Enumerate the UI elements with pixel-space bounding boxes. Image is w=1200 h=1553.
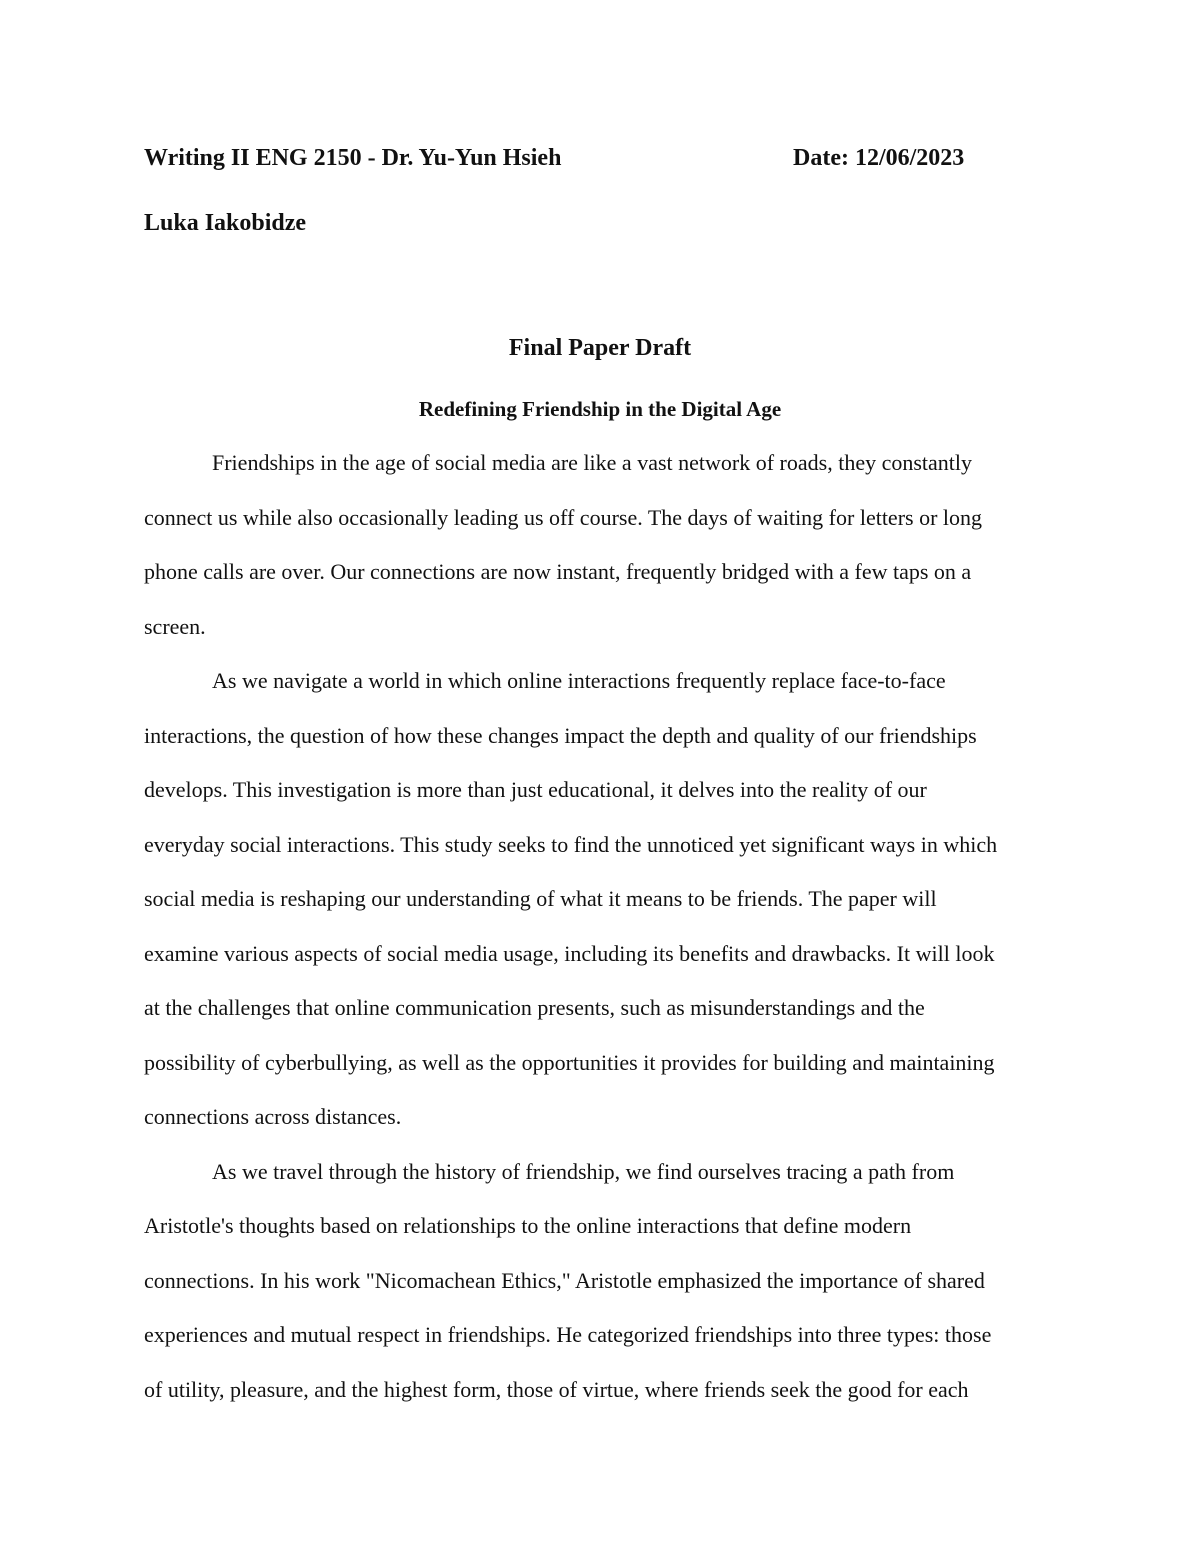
paragraph-2-line: develops. This investigation is more than just educational, it delves into the reality of our xyxy=(144,777,927,802)
paper-title: Final Paper Draft xyxy=(508,335,692,361)
paragraph-3-line: of utility, pleasure, and the highest form, those of virtue, where friends seek the good for each xyxy=(144,1376,969,1402)
paragraph-2-line: social media is reshaping our understanding of what it means to be friends. The paper will xyxy=(144,886,937,911)
paragraph-3-line: connections. In his work "Nicomachean Ethics," Aristotle emphasized the importance of shared xyxy=(144,1267,985,1293)
course-info: Writing II ENG 2150 - Dr. Yu-Yun Hsieh xyxy=(144,145,562,171)
paragraph-3-line: As we travel through the history of friendship, we find ourselves tracing a path from xyxy=(212,1158,955,1184)
paragraph-2-line: possibility of cyberbullying, as well as the opportunities it provides for building and maintaining xyxy=(144,1049,995,1075)
paragraph-1-line: connect us while also occasionally leading us off course. The days of waiting for letters or long xyxy=(144,504,983,530)
paragraph-2-line: interactions, the question of how these changes impact the depth and quality of our friendships xyxy=(144,722,977,748)
paragraph-2-line: connections across distances. xyxy=(144,1104,402,1129)
paragraph-3-line: experiences and mutual respect in friendships. He categorized friendships into three types: those xyxy=(144,1322,992,1347)
paragraph-2-line: everyday social interactions. This study seeks to find the unnoticed yet significant ways in which xyxy=(144,831,998,857)
paragraph-3-line: Aristotle's thoughts based on relationships to the online interactions that define modern xyxy=(144,1213,912,1238)
paragraph-1-line: screen. xyxy=(144,613,206,639)
body-text xyxy=(144,446,1056,1427)
paragraph-2-line: As we navigate a world in which online interactions frequently replace face-to-face xyxy=(212,668,946,693)
paragraph-1-line: phone calls are over. Our connections are now instant, frequently bridged with a few taps on a xyxy=(144,559,972,584)
date: Date: 12/06/2023 xyxy=(793,145,965,171)
paragraph-2-line: examine various aspects of social media usage, including its benefits and drawbacks. It will look xyxy=(144,940,995,966)
paragraph-1-line: Friendships in the age of social media are like a vast network of roads, they constantly xyxy=(212,450,973,475)
paper-subtitle: Redefining Friendship in the Digital Age xyxy=(418,397,782,421)
paragraph-2-line: at the challenges that online communication presents, such as misunderstandings and the xyxy=(144,995,925,1020)
author-name: Luka Iakobidze xyxy=(144,210,307,236)
